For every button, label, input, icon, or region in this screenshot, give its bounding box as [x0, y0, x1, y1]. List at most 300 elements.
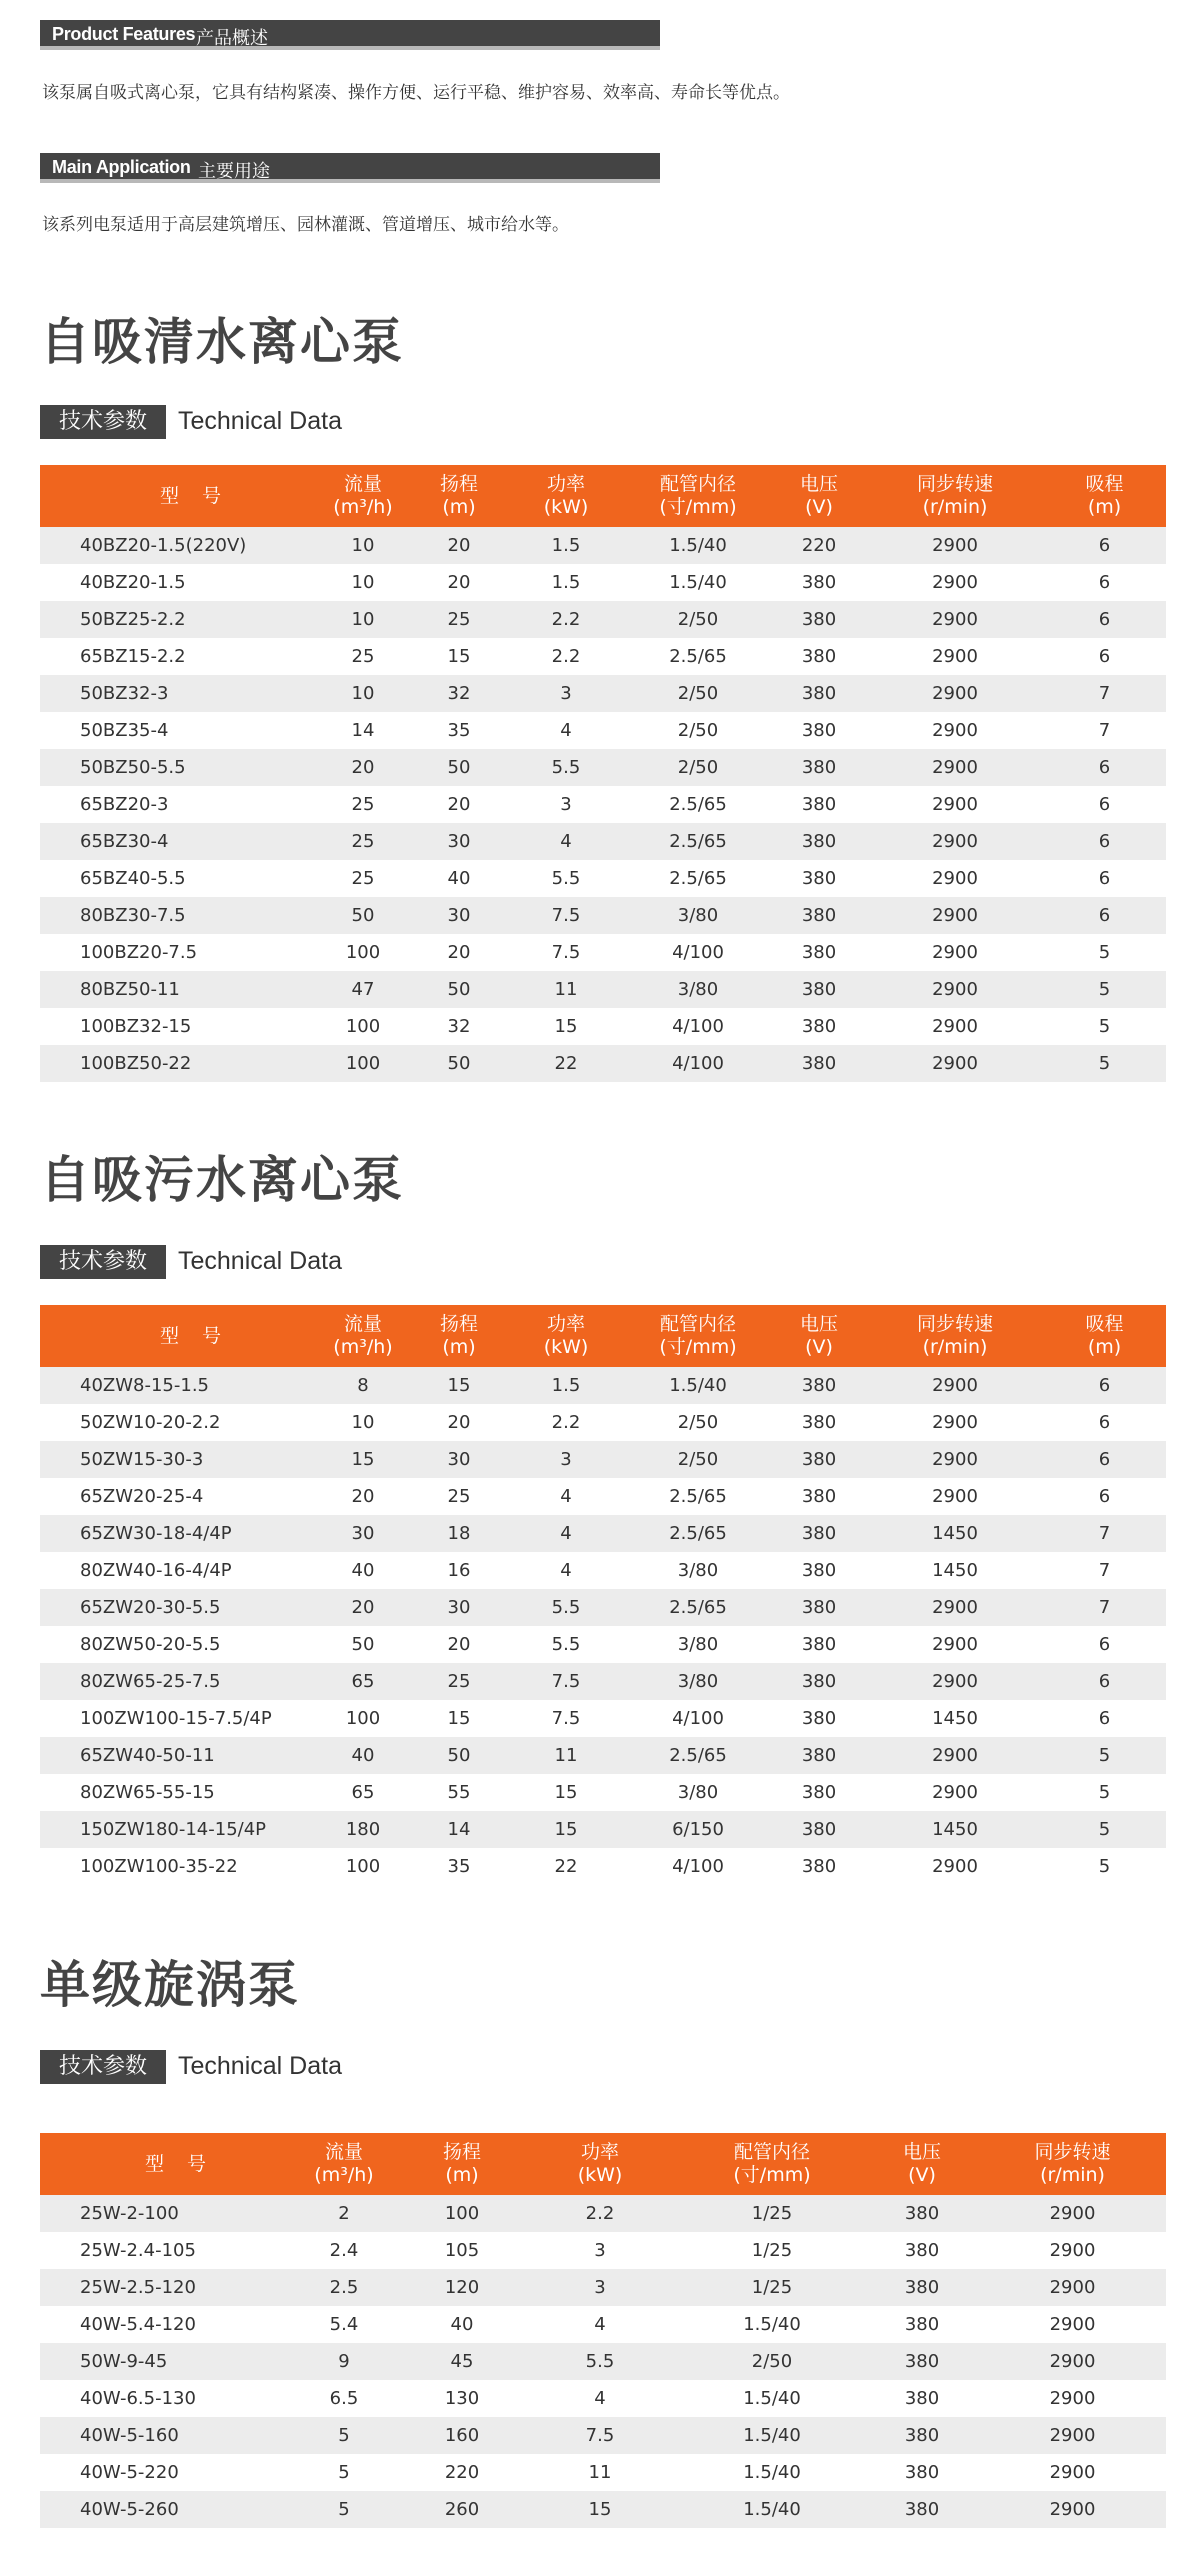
table-cell: 2900 [867, 527, 1043, 564]
table-cell: 100 [403, 2195, 521, 2232]
table-row [40, 1663, 1166, 1700]
table-cell: 1.5/40 [625, 1367, 771, 1404]
table-cell: 2900 [932, 1782, 978, 1803]
table-cell: 5 [1043, 1737, 1166, 1774]
column-header-label: 功率 [546, 1313, 585, 1335]
table-cell: 11 [588, 2462, 612, 2483]
model-cell: 100ZW100-35-22 [80, 1856, 238, 1877]
column-header-unit: (kW) [543, 496, 589, 518]
table-cell: 2900 [979, 2491, 1166, 2528]
table-cell: 55 [447, 1782, 471, 1803]
product-features-text: 该泵属自吸式离心泵，它具有结构紧凑、操作方便、运行平稳、维护容易、效率高、寿命长等优点。 [42, 83, 790, 103]
table-cell: 6 [1043, 823, 1166, 860]
table-row [40, 1774, 1166, 1811]
table-cell: 2900 [932, 1486, 978, 1507]
table-cell: 20 [447, 572, 471, 593]
table-cell: 30 [411, 823, 507, 860]
table-header-row [40, 465, 1166, 527]
column-header-label: 配管内径 [733, 2141, 810, 2163]
table-cell: 2/50 [625, 749, 771, 786]
model-cell: 80BZ30-7.5 [40, 897, 315, 934]
table-row [40, 2195, 1166, 2232]
table-cell: 40 [315, 1737, 411, 1774]
table-cell: 2900 [979, 2195, 1166, 2232]
table-row [40, 823, 1166, 860]
tech-label-cn: 技术参数 [40, 2050, 166, 2084]
table-row [40, 1478, 1166, 1515]
tech-label-cn: 技术参数 [40, 1245, 166, 1279]
table-cell: 9 [285, 2343, 403, 2380]
column-header-unit: (m) [442, 496, 476, 518]
table-cell: 15 [315, 1441, 411, 1478]
column-header-unit: (m³/h) [333, 1336, 393, 1358]
table-row [40, 1515, 1166, 1552]
table-cell: 1450 [932, 1560, 978, 1581]
table-cell: 4 [560, 1560, 572, 1581]
table-cell: 5 [1043, 971, 1166, 1008]
table-cell: 5 [1098, 1782, 1111, 1803]
column-header-unit: (寸/mm) [659, 1336, 737, 1358]
model-cell: 65BZ30-4 [40, 823, 315, 860]
table-cell: 100 [345, 1016, 381, 1037]
table-row [40, 712, 1166, 749]
table-header-row [40, 2133, 1166, 2195]
column-header-label: 扬程 [442, 2141, 481, 2163]
table-cell: 5 [1043, 1811, 1166, 1848]
table-cell: 14 [411, 1811, 507, 1848]
table-cell: 20 [315, 1589, 411, 1626]
column-header-unit: (寸/mm) [733, 2164, 811, 2186]
table-cell: 1.5/40 [625, 527, 771, 564]
table-row [40, 2343, 1166, 2380]
table-cell: 1.5/40 [679, 2491, 865, 2528]
table-cell: 4 [507, 1515, 625, 1552]
table-cell: 100 [345, 1856, 381, 1877]
table-cell: 2900 [932, 720, 978, 741]
table-row [40, 1737, 1166, 1774]
table-cell: 25 [447, 1486, 471, 1507]
column-header [771, 1305, 867, 1367]
column-header [285, 2133, 403, 2195]
column-header-label: 扬程 [439, 1313, 478, 1335]
table-cell: 3/80 [677, 1782, 719, 1803]
table-row [40, 934, 1166, 971]
table-row [40, 2306, 1166, 2343]
table-cell: 50 [411, 1045, 507, 1082]
spec-table-3 [40, 2133, 1166, 2528]
table-cell: 380 [771, 1515, 867, 1552]
table-cell: 3/80 [625, 1663, 771, 1700]
table-cell: 2900 [867, 897, 1043, 934]
column-header-unit: (m) [445, 2164, 479, 2186]
table-cell: 8 [315, 1367, 411, 1404]
table-cell: 380 [771, 1811, 867, 1848]
table-cell: 50 [411, 971, 507, 1008]
table-cell: 7 [1043, 1589, 1166, 1626]
table-cell: 3/80 [625, 897, 771, 934]
table-cell: 2.2 [507, 601, 625, 638]
table-cell: 380 [865, 2343, 979, 2380]
model-cell: 40W-6.5-130 [80, 2388, 196, 2409]
table-cell: 30 [411, 1441, 507, 1478]
table-cell: 180 [315, 1811, 411, 1848]
table-cell: 50 [411, 1737, 507, 1774]
table-cell: 2900 [979, 2343, 1166, 2380]
model-cell: 150ZW180-14-15/4P [40, 1811, 315, 1848]
product-features-title-cn: 产品概述 [196, 28, 268, 49]
table-cell: 32 [447, 1016, 471, 1037]
table-cell: 25 [411, 1663, 507, 1700]
table-cell: 11 [507, 971, 625, 1008]
table-cell: 1450 [932, 1708, 978, 1729]
table-cell: 6 [1098, 1634, 1111, 1655]
column-header-unit: (r/min) [922, 1336, 988, 1358]
table-cell: 1450 [867, 1515, 1043, 1552]
model-cell: 80ZW40-16-4/4P [80, 1560, 232, 1581]
column-header-unit: (kW) [577, 2164, 623, 2186]
column-header [679, 2133, 865, 2195]
table-row [40, 1367, 1166, 1404]
table-cell: 4 [594, 2388, 606, 2409]
table-cell: 2900 [1049, 2462, 1096, 2483]
table-header-row [40, 1305, 1166, 1367]
table-cell: 380 [771, 1367, 867, 1404]
table-cell: 40 [450, 2314, 474, 2335]
model-cell: 80BZ50-11 [40, 971, 315, 1008]
table-cell: 2900 [932, 1856, 978, 1877]
table-cell: 22 [507, 1045, 625, 1082]
table-cell: 2.2 [521, 2195, 679, 2232]
model-cell: 65BZ40-5.5 [80, 868, 186, 889]
table-cell: 6 [1098, 572, 1111, 593]
table-cell: 20 [351, 1486, 375, 1507]
table-cell: 1.5/40 [743, 2388, 801, 2409]
table-cell: 50 [411, 749, 507, 786]
table-cell: 380 [771, 823, 867, 860]
table-cell: 2900 [932, 1412, 978, 1433]
table-row [40, 1626, 1166, 1663]
table-cell: 15 [447, 1708, 471, 1729]
table-row [40, 638, 1166, 675]
table-cell: 6/150 [625, 1811, 771, 1848]
table-cell: 2/50 [625, 675, 771, 712]
column-header [625, 1305, 771, 1367]
model-cell: 50BZ35-4 [80, 720, 169, 741]
column-header-label: 电压 [799, 1313, 838, 1335]
table-cell: 2900 [932, 646, 978, 667]
column-header [411, 1305, 507, 1367]
model-cell: 40W-5.4-120 [80, 2314, 196, 2335]
column-header [40, 1305, 315, 1367]
table-row [40, 1441, 1166, 1478]
model-cell: 65ZW20-30-5.5 [40, 1589, 315, 1626]
table-cell: 2900 [867, 971, 1043, 1008]
model-cell: 40BZ20-1.5 [80, 572, 186, 593]
table-cell: 25 [351, 868, 375, 889]
table-cell: 380 [771, 1589, 867, 1626]
table-cell: 5.4 [329, 2314, 359, 2335]
table-cell: 7 [1043, 1515, 1166, 1552]
model-cell: 80ZW50-20-5.5 [80, 1634, 221, 1655]
table-cell: 10 [351, 1412, 375, 1433]
table-cell: 380 [801, 1708, 837, 1729]
table-cell: 3/80 [677, 1560, 719, 1581]
table-cell: 5.5 [507, 1589, 625, 1626]
table-cell: 100 [315, 1045, 411, 1082]
table-cell: 6.5 [329, 2388, 359, 2409]
column-header-label: 吸程 [1085, 473, 1124, 495]
table-cell: 5 [1098, 1856, 1111, 1877]
column-header-label: 型 号 [144, 2152, 208, 2175]
table-cell: 3/80 [677, 1634, 719, 1655]
table-cell: 40 [351, 1560, 375, 1581]
table-cell: 2.5/65 [669, 1486, 727, 1507]
table-cell: 380 [771, 1737, 867, 1774]
table-cell: 380 [801, 868, 837, 889]
table-cell: 160 [403, 2417, 521, 2454]
table-cell: 2.5/65 [625, 823, 771, 860]
table-cell: 1.5/40 [679, 2417, 865, 2454]
table-cell: 2/50 [677, 1412, 719, 1433]
table-cell: 2.5/65 [625, 1737, 771, 1774]
pump-title-3: 单级旋涡泵 [40, 1956, 300, 2014]
table-cell: 11 [507, 1737, 625, 1774]
model-cell: 40ZW8-15-1.5 [40, 1367, 315, 1404]
table-cell: 16 [447, 1560, 471, 1581]
table-cell: 380 [801, 1634, 837, 1655]
table-cell: 4 [507, 823, 625, 860]
table-cell: 15 [521, 2491, 679, 2528]
column-header-label: 同步转速 [916, 473, 993, 495]
table-cell: 380 [801, 1412, 837, 1433]
table-cell: 380 [904, 2314, 940, 2335]
product-features-title-en: Product Features [52, 24, 196, 44]
table-cell: 15 [507, 1811, 625, 1848]
column-header-label: 同步转速 [1034, 2141, 1111, 2163]
model-cell: 65ZW20-25-4 [80, 1486, 204, 1507]
column-header-label: 型 号 [159, 1324, 223, 1347]
table-cell: 220 [444, 2462, 480, 2483]
model-cell: 100ZW100-15-7.5/4P [80, 1708, 272, 1729]
column-header-label: 电压 [799, 473, 838, 495]
table-cell: 130 [444, 2388, 480, 2409]
table-cell: 6 [1043, 749, 1166, 786]
table-cell: 15 [411, 1367, 507, 1404]
table-row [40, 2380, 1166, 2417]
pump-title-1: 自吸清水离心泵 [40, 313, 404, 371]
table-cell: 5 [285, 2491, 403, 2528]
table-cell: 25 [411, 601, 507, 638]
table-cell: 2900 [1049, 2314, 1096, 2335]
model-cell: 40W-5-160 [40, 2417, 285, 2454]
table-row [40, 971, 1166, 1008]
table-row [40, 527, 1166, 564]
table-cell: 2900 [932, 868, 978, 889]
table-cell: 4 [594, 2314, 606, 2335]
table-cell: 2900 [932, 794, 978, 815]
column-header-unit: (V) [805, 1336, 833, 1358]
table-cell: 2.4 [329, 2240, 359, 2261]
table-cell: 6 [1043, 1663, 1166, 1700]
table-row [40, 564, 1166, 601]
column-header [865, 2133, 979, 2195]
table-cell: 4 [560, 1486, 572, 1507]
tech-label-en: Technical Data [178, 2052, 342, 2080]
model-cell: 40W-5-260 [40, 2491, 285, 2528]
table-cell: 20 [447, 1634, 471, 1655]
table-cell: 380 [865, 2491, 979, 2528]
table-cell: 3 [594, 2240, 606, 2261]
table-cell: 32 [411, 675, 507, 712]
table-cell: 47 [315, 971, 411, 1008]
model-cell: 50W-9-45 [40, 2343, 285, 2380]
tech-label-en: Technical Data [178, 1247, 342, 1275]
table-row [40, 1404, 1166, 1441]
column-header-unit: (m) [442, 1336, 476, 1358]
table-cell: 100 [345, 942, 381, 963]
table-cell: 6 [1098, 1412, 1111, 1433]
main-application-bar [40, 153, 660, 183]
model-cell: 65ZW40-50-11 [40, 1737, 315, 1774]
table-cell: 6 [1043, 527, 1166, 564]
model-cell: 40BZ20-1.5(220V) [40, 527, 315, 564]
table-cell: 4/100 [625, 1045, 771, 1082]
column-header-label: 扬程 [439, 473, 478, 495]
table-cell: 2.5/65 [625, 1515, 771, 1552]
column-header-unit: (m³/h) [333, 496, 393, 518]
table-cell: 7.5 [551, 942, 581, 963]
table-cell: 4/100 [672, 1708, 724, 1729]
table-cell: 260 [403, 2491, 521, 2528]
table-cell: 6 [1098, 646, 1111, 667]
table-cell: 6 [1043, 601, 1166, 638]
table-cell: 7.5 [507, 1663, 625, 1700]
table-cell: 4 [560, 720, 572, 741]
column-header-label: 功率 [580, 2141, 619, 2163]
table-cell: 3 [521, 2269, 679, 2306]
table-cell: 5.5 [521, 2343, 679, 2380]
column-header [1043, 465, 1166, 527]
column-header-label: 功率 [546, 473, 585, 495]
tech-label-en: Technical Data [178, 407, 342, 435]
column-header-label: 流量 [343, 473, 382, 495]
column-header-unit: (m) [1087, 1336, 1122, 1358]
model-cell: 100BZ50-22 [40, 1045, 315, 1082]
table-cell: 380 [771, 675, 867, 712]
table-cell: 380 [771, 971, 867, 1008]
table-cell: 2/50 [625, 601, 771, 638]
column-header [979, 2133, 1166, 2195]
table-cell: 380 [771, 1441, 867, 1478]
table-row [40, 1811, 1166, 1848]
table-cell: 5.5 [551, 868, 581, 889]
table-cell: 380 [771, 601, 867, 638]
table-cell: 380 [771, 1663, 867, 1700]
table-cell: 2/50 [677, 720, 719, 741]
column-header [1043, 1305, 1166, 1367]
table-cell: 380 [801, 720, 837, 741]
table-cell: 3 [560, 794, 572, 815]
table-cell: 2900 [867, 675, 1043, 712]
table-cell: 380 [904, 2240, 940, 2261]
main-application-title-cn: 主要用途 [198, 161, 270, 182]
table-cell: 15 [554, 1782, 578, 1803]
table-cell: 7.5 [551, 1708, 581, 1729]
column-header [867, 1305, 1043, 1367]
table-cell: 7.5 [521, 2417, 679, 2454]
table-row [40, 601, 1166, 638]
table-cell: 3 [507, 675, 625, 712]
table-cell: 20 [447, 1412, 471, 1433]
table-cell: 40 [447, 868, 471, 889]
table-cell: 2900 [867, 1589, 1043, 1626]
column-header [507, 1305, 625, 1367]
table-row [40, 1008, 1166, 1045]
table-cell: 2900 [867, 601, 1043, 638]
table-cell: 25 [351, 646, 375, 667]
table-cell: 380 [801, 572, 837, 593]
table-row [40, 2491, 1166, 2528]
table-cell: 6 [1098, 794, 1111, 815]
column-header-unit: (r/min) [922, 496, 988, 518]
table-cell: 4/100 [672, 942, 724, 963]
column-header [867, 465, 1043, 527]
table-cell: 5 [1098, 942, 1111, 963]
table-cell: 2900 [932, 1016, 978, 1037]
table-cell: 2.2 [551, 1412, 581, 1433]
column-header [521, 2133, 679, 2195]
column-header [40, 2133, 285, 2195]
model-cell: 50ZW10-20-2.2 [80, 1412, 221, 1433]
table-cell: 380 [771, 749, 867, 786]
table-cell: 2.2 [551, 646, 581, 667]
table-cell: 6 [1043, 1367, 1166, 1404]
table-cell: 7.5 [507, 897, 625, 934]
column-header [315, 1305, 411, 1367]
table-row [40, 1589, 1166, 1626]
table-cell: 5 [338, 2462, 350, 2483]
column-header-label: 电压 [902, 2141, 941, 2163]
table-cell: 2900 [932, 1634, 978, 1655]
table-cell: 6 [1043, 1441, 1166, 1478]
table-row [40, 897, 1166, 934]
model-cell: 80ZW65-25-7.5 [40, 1663, 315, 1700]
table-cell: 6 [1098, 1486, 1111, 1507]
table-cell: 380 [865, 2269, 979, 2306]
table-cell: 2900 [1049, 2388, 1096, 2409]
column-header [40, 465, 315, 527]
table-cell: 2.5/65 [669, 646, 727, 667]
table-row [40, 675, 1166, 712]
table-cell: 7 [1098, 1560, 1111, 1581]
table-cell: 15 [554, 1016, 578, 1037]
table-cell: 380 [771, 897, 867, 934]
table-cell: 2900 [867, 823, 1043, 860]
table-row [40, 2454, 1166, 2491]
table-cell: 380 [771, 1045, 867, 1082]
model-cell: 40W-5-220 [80, 2462, 179, 2483]
model-cell: 50BZ50-5.5 [40, 749, 315, 786]
column-header-unit: (m) [1087, 496, 1122, 518]
column-header [507, 465, 625, 527]
table-row [40, 749, 1166, 786]
column-header [771, 465, 867, 527]
table-cell: 14 [351, 720, 375, 741]
table-cell: 65 [351, 1782, 375, 1803]
table-cell: 50 [351, 1634, 375, 1655]
table-cell: 3 [507, 1441, 625, 1478]
table-row [40, 786, 1166, 823]
